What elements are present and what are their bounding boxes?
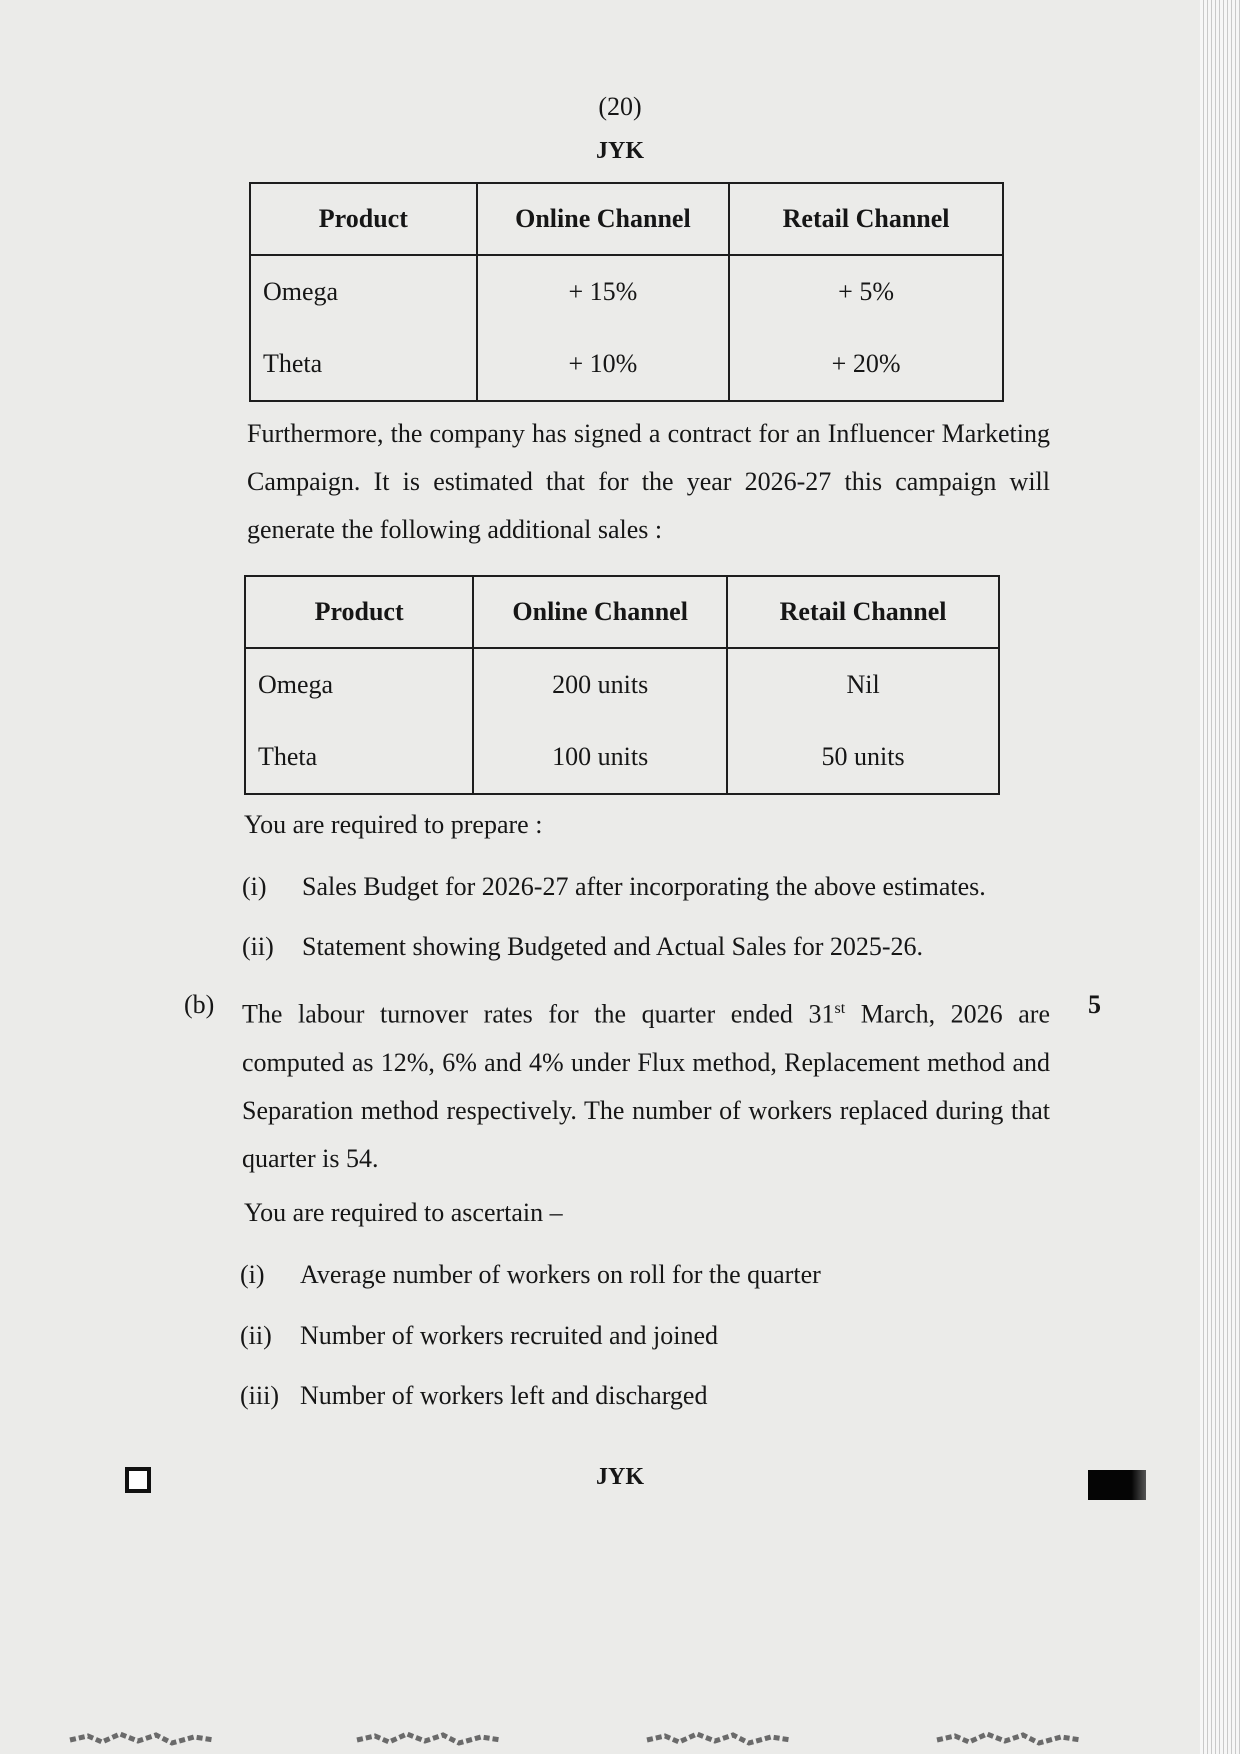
item-text: Number of workers recruited and joined bbox=[300, 1321, 719, 1350]
online-cell: 100 units bbox=[473, 721, 727, 794]
scanner-edge bbox=[1200, 0, 1240, 1754]
question-text-end: March, 2026 are computed as 12%, 6% and 4% under Flux method, Replacement method and Separation method respectively. The number of workers replaced during that quarter is 54. bbox=[242, 999, 1050, 1173]
item-text: Statement showing Budgeted and Actual Sales for 2025-26. bbox=[302, 932, 924, 961]
scan-noise-strip bbox=[645, 1728, 795, 1750]
item-label: (i) bbox=[240, 1260, 265, 1289]
item-label: (ii) bbox=[240, 1321, 272, 1350]
part-b-item bbox=[240, 1260, 821, 1290]
item-label: (iii) bbox=[240, 1381, 279, 1410]
paper-code-header: JYK bbox=[596, 138, 644, 164]
item-label: (ii) bbox=[242, 932, 274, 961]
column-header: Retail Channel bbox=[729, 183, 1003, 255]
column-header: Online Channel bbox=[473, 576, 727, 648]
product-cell: Theta bbox=[245, 721, 473, 794]
question-text-start: The labour turnover rates for the quarter ended 31 bbox=[242, 999, 835, 1029]
table-row bbox=[250, 255, 1003, 328]
table-row bbox=[250, 328, 1003, 401]
question-b-label: (b) bbox=[184, 990, 215, 1019]
part-a-instruction: You are required to prepare : bbox=[244, 810, 543, 839]
table-row bbox=[245, 648, 999, 721]
part-b-instruction: You are required to ascertain – bbox=[244, 1198, 563, 1227]
paper-code-footer: JYK bbox=[596, 1464, 644, 1490]
online-cell: + 10% bbox=[477, 328, 729, 401]
online-cell: + 15% bbox=[477, 255, 729, 328]
column-header: Product bbox=[245, 576, 473, 648]
column-header: Product bbox=[250, 183, 477, 255]
scan-noise-strip bbox=[935, 1728, 1085, 1750]
part-b-item bbox=[240, 1321, 718, 1351]
retail-cell: Nil bbox=[727, 648, 999, 721]
superscript: st bbox=[834, 1000, 846, 1017]
item-text: Number of workers left and discharged bbox=[300, 1381, 708, 1410]
question-b-text bbox=[242, 985, 1050, 1183]
table-header-row bbox=[250, 183, 1003, 255]
scan-noise-strip bbox=[355, 1728, 505, 1750]
item-text: Average number of workers on roll for the quarter bbox=[300, 1260, 821, 1289]
product-cell: Omega bbox=[245, 648, 473, 721]
additional-sales-table bbox=[244, 575, 1000, 795]
item-label: (i) bbox=[242, 872, 267, 901]
part-b-item bbox=[240, 1381, 707, 1411]
scan-noise-strip bbox=[68, 1728, 218, 1750]
retail-cell: + 5% bbox=[729, 255, 1003, 328]
scan-marker-block bbox=[1088, 1470, 1146, 1500]
registration-square-icon bbox=[125, 1467, 151, 1493]
growth-rate-table bbox=[249, 182, 1004, 402]
campaign-paragraph: Furthermore, the company has signed a contract for an Influencer Marketing Campaign. It is estimated that for the year 2026-27 this campaign will generate the following additional sales : bbox=[247, 419, 1050, 544]
marks: 5 bbox=[1088, 990, 1101, 1019]
item-text: Sales Budget for 2026-27 after incorporating the above estimates. bbox=[302, 872, 986, 901]
product-cell: Omega bbox=[250, 255, 477, 328]
table-row bbox=[245, 721, 999, 794]
column-header: Retail Channel bbox=[727, 576, 999, 648]
page-number: (20) bbox=[598, 92, 642, 121]
part-a-item bbox=[242, 932, 923, 962]
retail-cell: 50 units bbox=[727, 721, 999, 794]
table-header-row bbox=[245, 576, 999, 648]
column-header: Online Channel bbox=[477, 183, 729, 255]
product-cell: Theta bbox=[250, 328, 477, 401]
part-a-item bbox=[242, 872, 986, 902]
retail-cell: + 20% bbox=[729, 328, 1003, 401]
online-cell: 200 units bbox=[473, 648, 727, 721]
